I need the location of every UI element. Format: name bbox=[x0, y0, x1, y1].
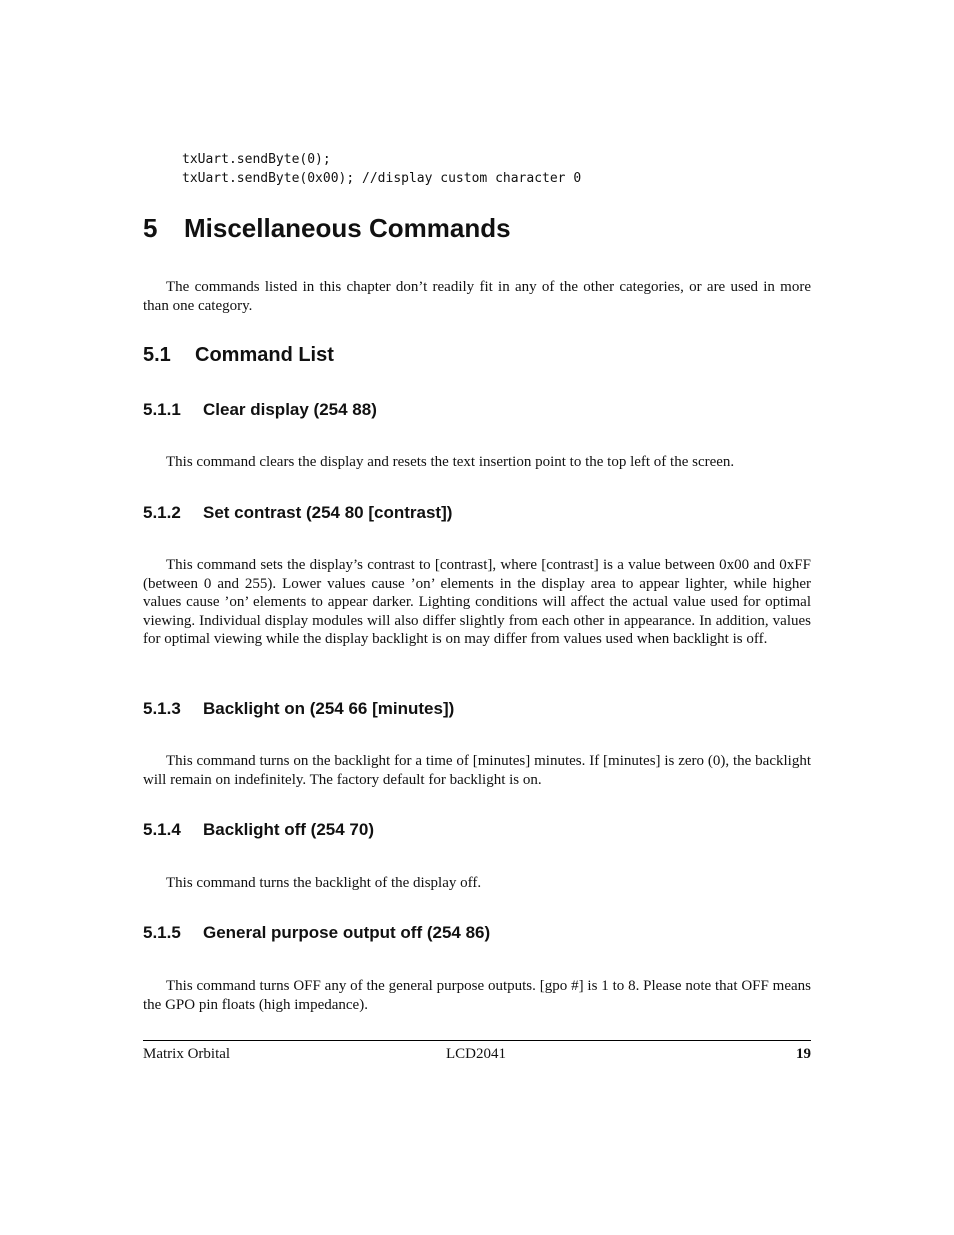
footer-rule bbox=[143, 1040, 811, 1041]
footer-company: Matrix Orbital bbox=[143, 1046, 231, 1062]
subsection-title: Backlight on (254 66 [minutes]) bbox=[203, 699, 455, 718]
subsection-number: 5.1.2 bbox=[143, 503, 181, 522]
subsection-title: Backlight off (254 70) bbox=[203, 820, 374, 839]
subsection-title: Set contrast (254 80 [contrast]) bbox=[203, 503, 453, 522]
subsection-heading bbox=[143, 924, 490, 941]
footer-product: LCD2041 bbox=[446, 1046, 506, 1062]
section-title: Command List bbox=[195, 344, 334, 366]
chapter-title: Miscellaneous Commands bbox=[184, 213, 511, 243]
subsection-body: This command turns OFF any of the general purpose outputs. [gpo #] is 1 to 8. Please note that OFF means the GPO pin floats (high impedance). bbox=[143, 978, 811, 1013]
subsection-body: This command sets the display’s contrast to [contrast], where [contrast] is a value between 0x00 and 0xFF (between 0 and 255). Lower values cause ’on’ elements in the display area to appear lighter, while higher values cause ’on’ elements to appear darker. Lighting conditions will affect the actual value used for optimal viewing. Individual display modules will also differ slightly from each other in appearance. In addition, values for optimal viewing while the display backlight is on may differ from values used when backlight is off. bbox=[143, 557, 811, 648]
chapter-intro: The commands listed in this chapter don’t readily fit in any of the other categories, or are used in more than one category. bbox=[143, 279, 811, 314]
subsection-number: 5.1.5 bbox=[143, 923, 181, 942]
subsection-heading bbox=[143, 401, 377, 418]
subsection-number: 5.1.4 bbox=[143, 820, 181, 839]
subsection-heading bbox=[143, 700, 454, 717]
chapter-heading bbox=[143, 215, 511, 241]
chapter-number: 5 bbox=[143, 213, 158, 243]
subsection-body: This command turns on the backlight for a time of [minutes] minutes. If [minutes] is zero (0), the backlight will remain on indefinitely. The factory default for backlight is on. bbox=[143, 753, 811, 788]
section-number: 5.1 bbox=[143, 344, 171, 366]
subsection-body: This command turns the backlight of the display off. bbox=[166, 875, 482, 891]
subsection-number: 5.1.1 bbox=[143, 400, 181, 419]
code-line: txUart.sendByte(0); bbox=[182, 152, 331, 167]
subsection-body: This command clears the display and resets the text insertion point to the top left of the screen. bbox=[166, 454, 735, 470]
page-number: 19 bbox=[796, 1046, 811, 1062]
subsection-heading bbox=[143, 504, 452, 521]
subsection-heading bbox=[143, 821, 374, 838]
section-heading bbox=[143, 345, 334, 365]
code-line: txUart.sendByte(0x00); //display custom character 0 bbox=[182, 171, 582, 186]
subsection-title: General purpose output off (254 86) bbox=[203, 923, 491, 942]
subsection-number: 5.1.3 bbox=[143, 699, 181, 718]
subsection-title: Clear display (254 88) bbox=[203, 400, 377, 419]
